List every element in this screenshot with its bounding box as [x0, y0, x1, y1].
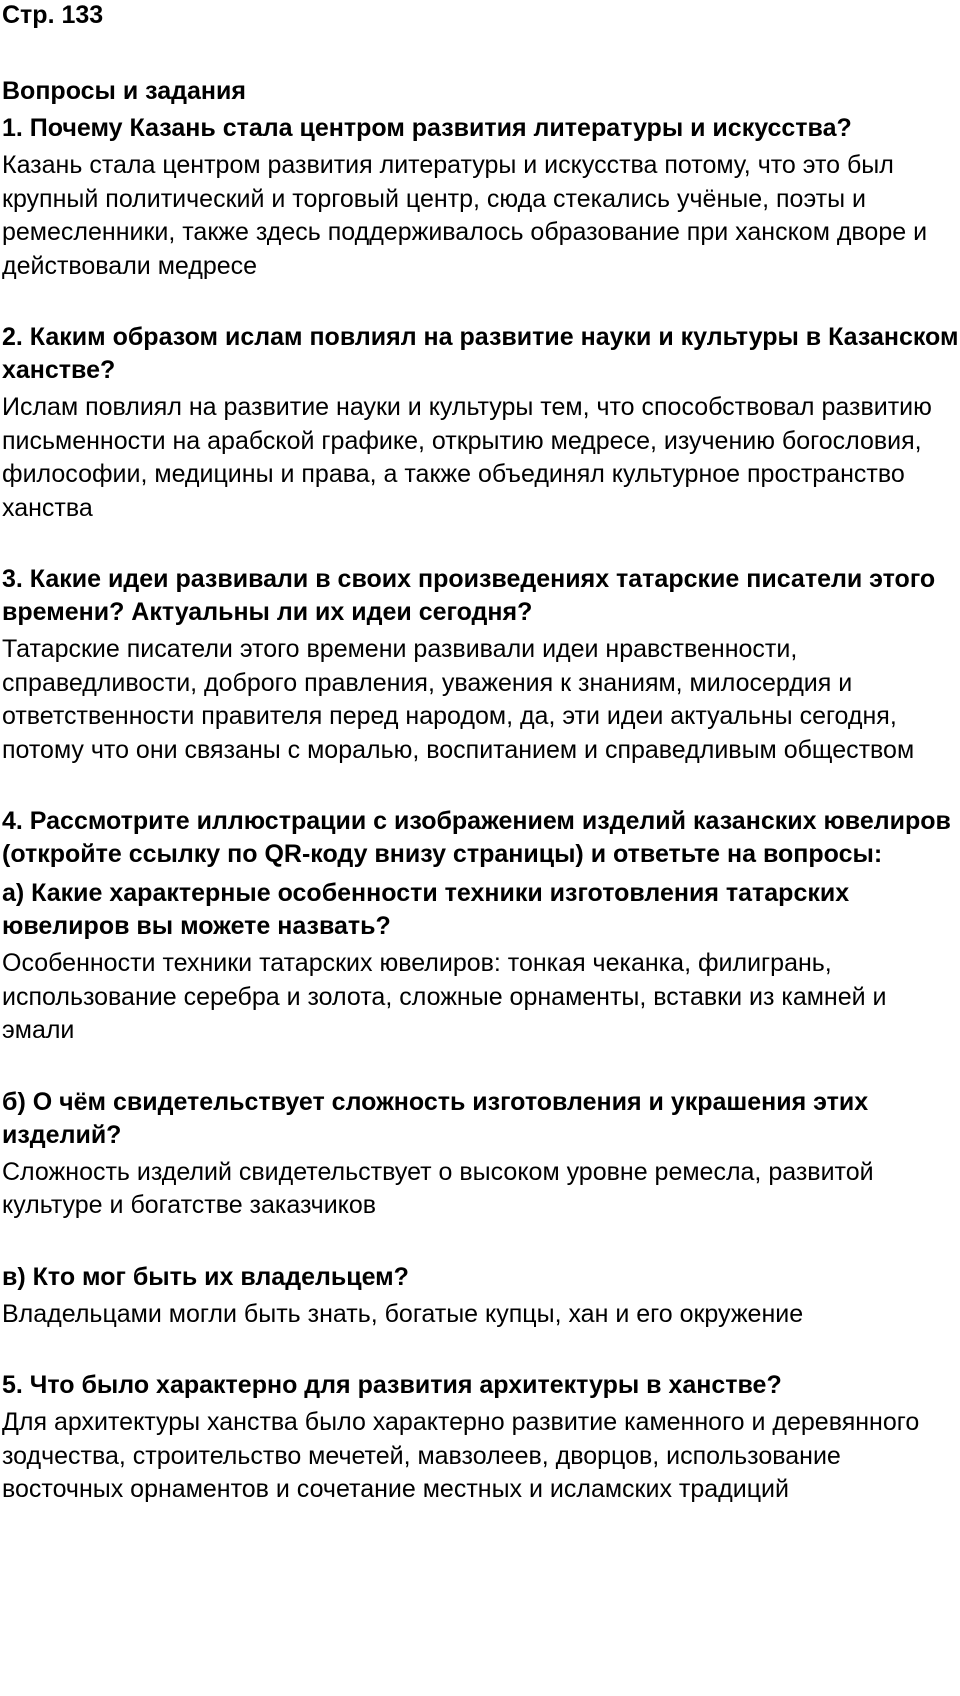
answer-5: Для архитектуры ханства было характерно развитие каменного и деревянного зодчества, строительство мечетей, мавзолеев, дворцов, использование восточных орнаментов и сочетание местных и исламских традиций — [2, 1408, 920, 1503]
qa-block-4b — [2, 1086, 960, 1223]
question-1: 1. Почему Казань стала центром развития литературы и искусства? — [2, 114, 852, 142]
qa-block-3 — [2, 563, 960, 767]
qa-block-4c — [2, 1261, 960, 1332]
answer-3: Татарские писатели этого времени развивали идеи нравственности, справедливости, доброго правления, уважения к знаниям, милосердия и ответственности правителя перед народом, да, эти идеи актуальны сегодня, потому что они связаны с моралью, воспитанием и справедливым обществом — [2, 635, 915, 764]
question-5: 5. Что было характерно для развития архитектуры в ханстве? — [2, 1371, 782, 1399]
answer-4a: Особенности техники татарских ювелиров: тонкая чеканка, филигрань, использование серебра и золота, сложные орнаменты, вставки из камней и эмали — [2, 949, 887, 1044]
page-number: Стр. 133 — [2, 1, 104, 29]
answer-1: Казань стала центром развития литературы и искусства потому, что это был крупный политический и торговый центр, сюда стекались учёные, поэты и ремесленники, также здесь поддерживалось образование при ханском дворе и действовали медресе — [2, 151, 928, 280]
subquestion-4c: в) Кто мог быть их владельцем? — [2, 1262, 409, 1291]
qa-block-5 — [2, 1369, 960, 1507]
section-title: Вопросы и задания — [2, 77, 246, 105]
question-3: 3. Какие идеи развивали в своих произведениях татарские писатели этого времени? Актуальны ли их идеи сегодня? — [2, 565, 936, 626]
qa-block-4a — [2, 805, 960, 1048]
qa-block-1 — [2, 112, 960, 283]
qa-block-2 — [2, 321, 960, 525]
answer-4b: Сложность изделий свидетельствует о высоком уровне ремесла, развитой культуре и богатстве заказчиков — [2, 1157, 874, 1219]
answer-4c: Владельцами могли быть знать, богатые купцы, хан и его окружение — [2, 1299, 804, 1328]
question-2: 2. Каким образом ислам повлиял на развитие науки и культуры в Казанском ханстве? — [2, 323, 959, 384]
subquestion-4b: б) О чём свидетельствует сложность изготовления и украшения этих изделий? — [2, 1087, 869, 1149]
subquestion-4a: а) Какие характерные особенности техники изготовления татарских ювелиров вы можете назвать? — [2, 879, 850, 940]
question-4: 4. Рассмотрите иллюстрации с изображением изделий казанских ювелиров (откройте ссылку по QR-коду внизу страницы) и ответьте на вопросы: — [2, 807, 951, 868]
answer-2: Ислам повлиял на развитие науки и культуры тем, что способствовал развитию письменности на арабской графике, открытию медресе, изучению богословия, философии, медицины и права, а также объединял культурное пространство ханства — [2, 393, 932, 522]
